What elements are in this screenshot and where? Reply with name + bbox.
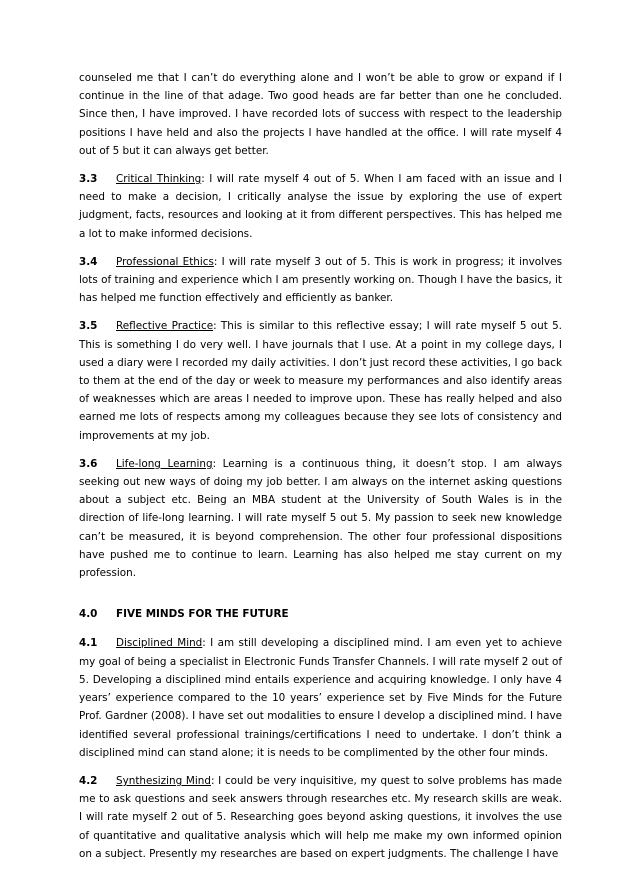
document-page (79, 69, 562, 873)
section-number: 3.5 (79, 320, 98, 333)
section-number: 3.3 (79, 173, 98, 186)
section-3-6 (79, 455, 562, 582)
section-number: 3.6 (79, 457, 98, 470)
section-text: : This is similar to this reflective essay; I will rate myself 5 out 5. This is something I do very well. I have journals that I use. At a point in my college days, I used a diary were I recorded my daily activities. I don’t just record these activities, I go back to them at the end of the day or week to measure my performances and also identify areas of weaknesses which are areas I needed to improve upon. These has really helped and also earned me lots of respects among my colleagues because they see lots of consistency and improvements at my job. (79, 320, 562, 442)
section-4-1 (79, 634, 562, 761)
section-number: 4.1 (79, 637, 98, 650)
section-3-4 (79, 253, 562, 308)
section-3-5 (79, 317, 562, 444)
section-4-2 (79, 772, 562, 863)
section-3-3 (79, 170, 562, 243)
heading-number: 4.0 (79, 608, 98, 621)
section-term: Reflective Practice (116, 320, 214, 333)
section-text: : I am still developing a disciplined mind. I am even yet to achieve my goal of being a specialist in Electronic Funds Transfer Channels. I will rate myself 2 out of 5. Developing a disciplined mind entails experience and acquiring knowledge. I only have 4 years’ experience compared to the 10 years’ experience set by Five Minds for the Future Prof. Gardner (2008). I have set out modalities to ensure I develop a disciplined mind. I have identified several professional trainings/certifications I need to undertake. I don’t think a disciplined mind can stand alone; it is needs to be complimented by the other four minds. (79, 637, 562, 759)
section-heading (79, 605, 562, 623)
section-term: Critical Thinking (116, 173, 202, 186)
intro-paragraph: counseled me that I can’t do everything alone and I won’t be able to grow or expand if I continue in the line of that adage. Two good heads are far better than one he concluded. Since then, I have improved. I have recorded lots of success with respect to the leadership positions I have held and also the projects I have handled at the office. I will rate myself 4 out of 5 but it can always get better. (79, 72, 562, 157)
section-number: 4.2 (79, 774, 98, 787)
section-term: Life-long Learning (116, 457, 213, 470)
heading-title: FIVE MINDS FOR THE FUTURE (116, 608, 289, 621)
section-term: Professional Ethics (116, 255, 214, 268)
section-text: : I will rate myself 3 out of 5. This is work in progress; it involves lots of training and experience which I am presently working on. Though I have the basics, it has helped me function effectively and efficiently as banker. (79, 255, 562, 305)
section-text: : I could be very inquisitive, my quest to solve problems has made me to ask questions and seek answers through researches etc. My research skills are weak. I will rate myself 2 out of 5. Researching goes beyond asking questions, it involves the use of quantitative and qualitative analysis which will help me make my own informed opinion on a subject. Presently my researches are based on expert judgments. The challenge I have (79, 774, 562, 860)
section-text: : Learning is a continuous thing, it doesn’t stop. I am always seeking out new ways of doing my job better. I am always on the internet asking questions about a subject etc. Being an MBA student at the University of South Wales is in the direction of life-long learning. I will rate myself 5 out 5. My passion to seek new knowledge can’t be measured, it is beyond comprehension. The other four professional dispositions have pushed me to continue to learn. Learning has also helped me stay current on my profession. (79, 457, 563, 580)
section-number: 3.4 (79, 255, 98, 268)
section-text: : I will rate myself 4 out of 5. When I am faced with an issue and I need to make a decision, I critically analyse the issue by exploring the use of expert judgment, facts, resources and looking at it from different perspectives. This has helped me a lot to make informed decisions. (79, 173, 562, 240)
section-term: Disciplined Mind (116, 637, 203, 650)
section-term: Synthesizing Mind (116, 774, 211, 787)
